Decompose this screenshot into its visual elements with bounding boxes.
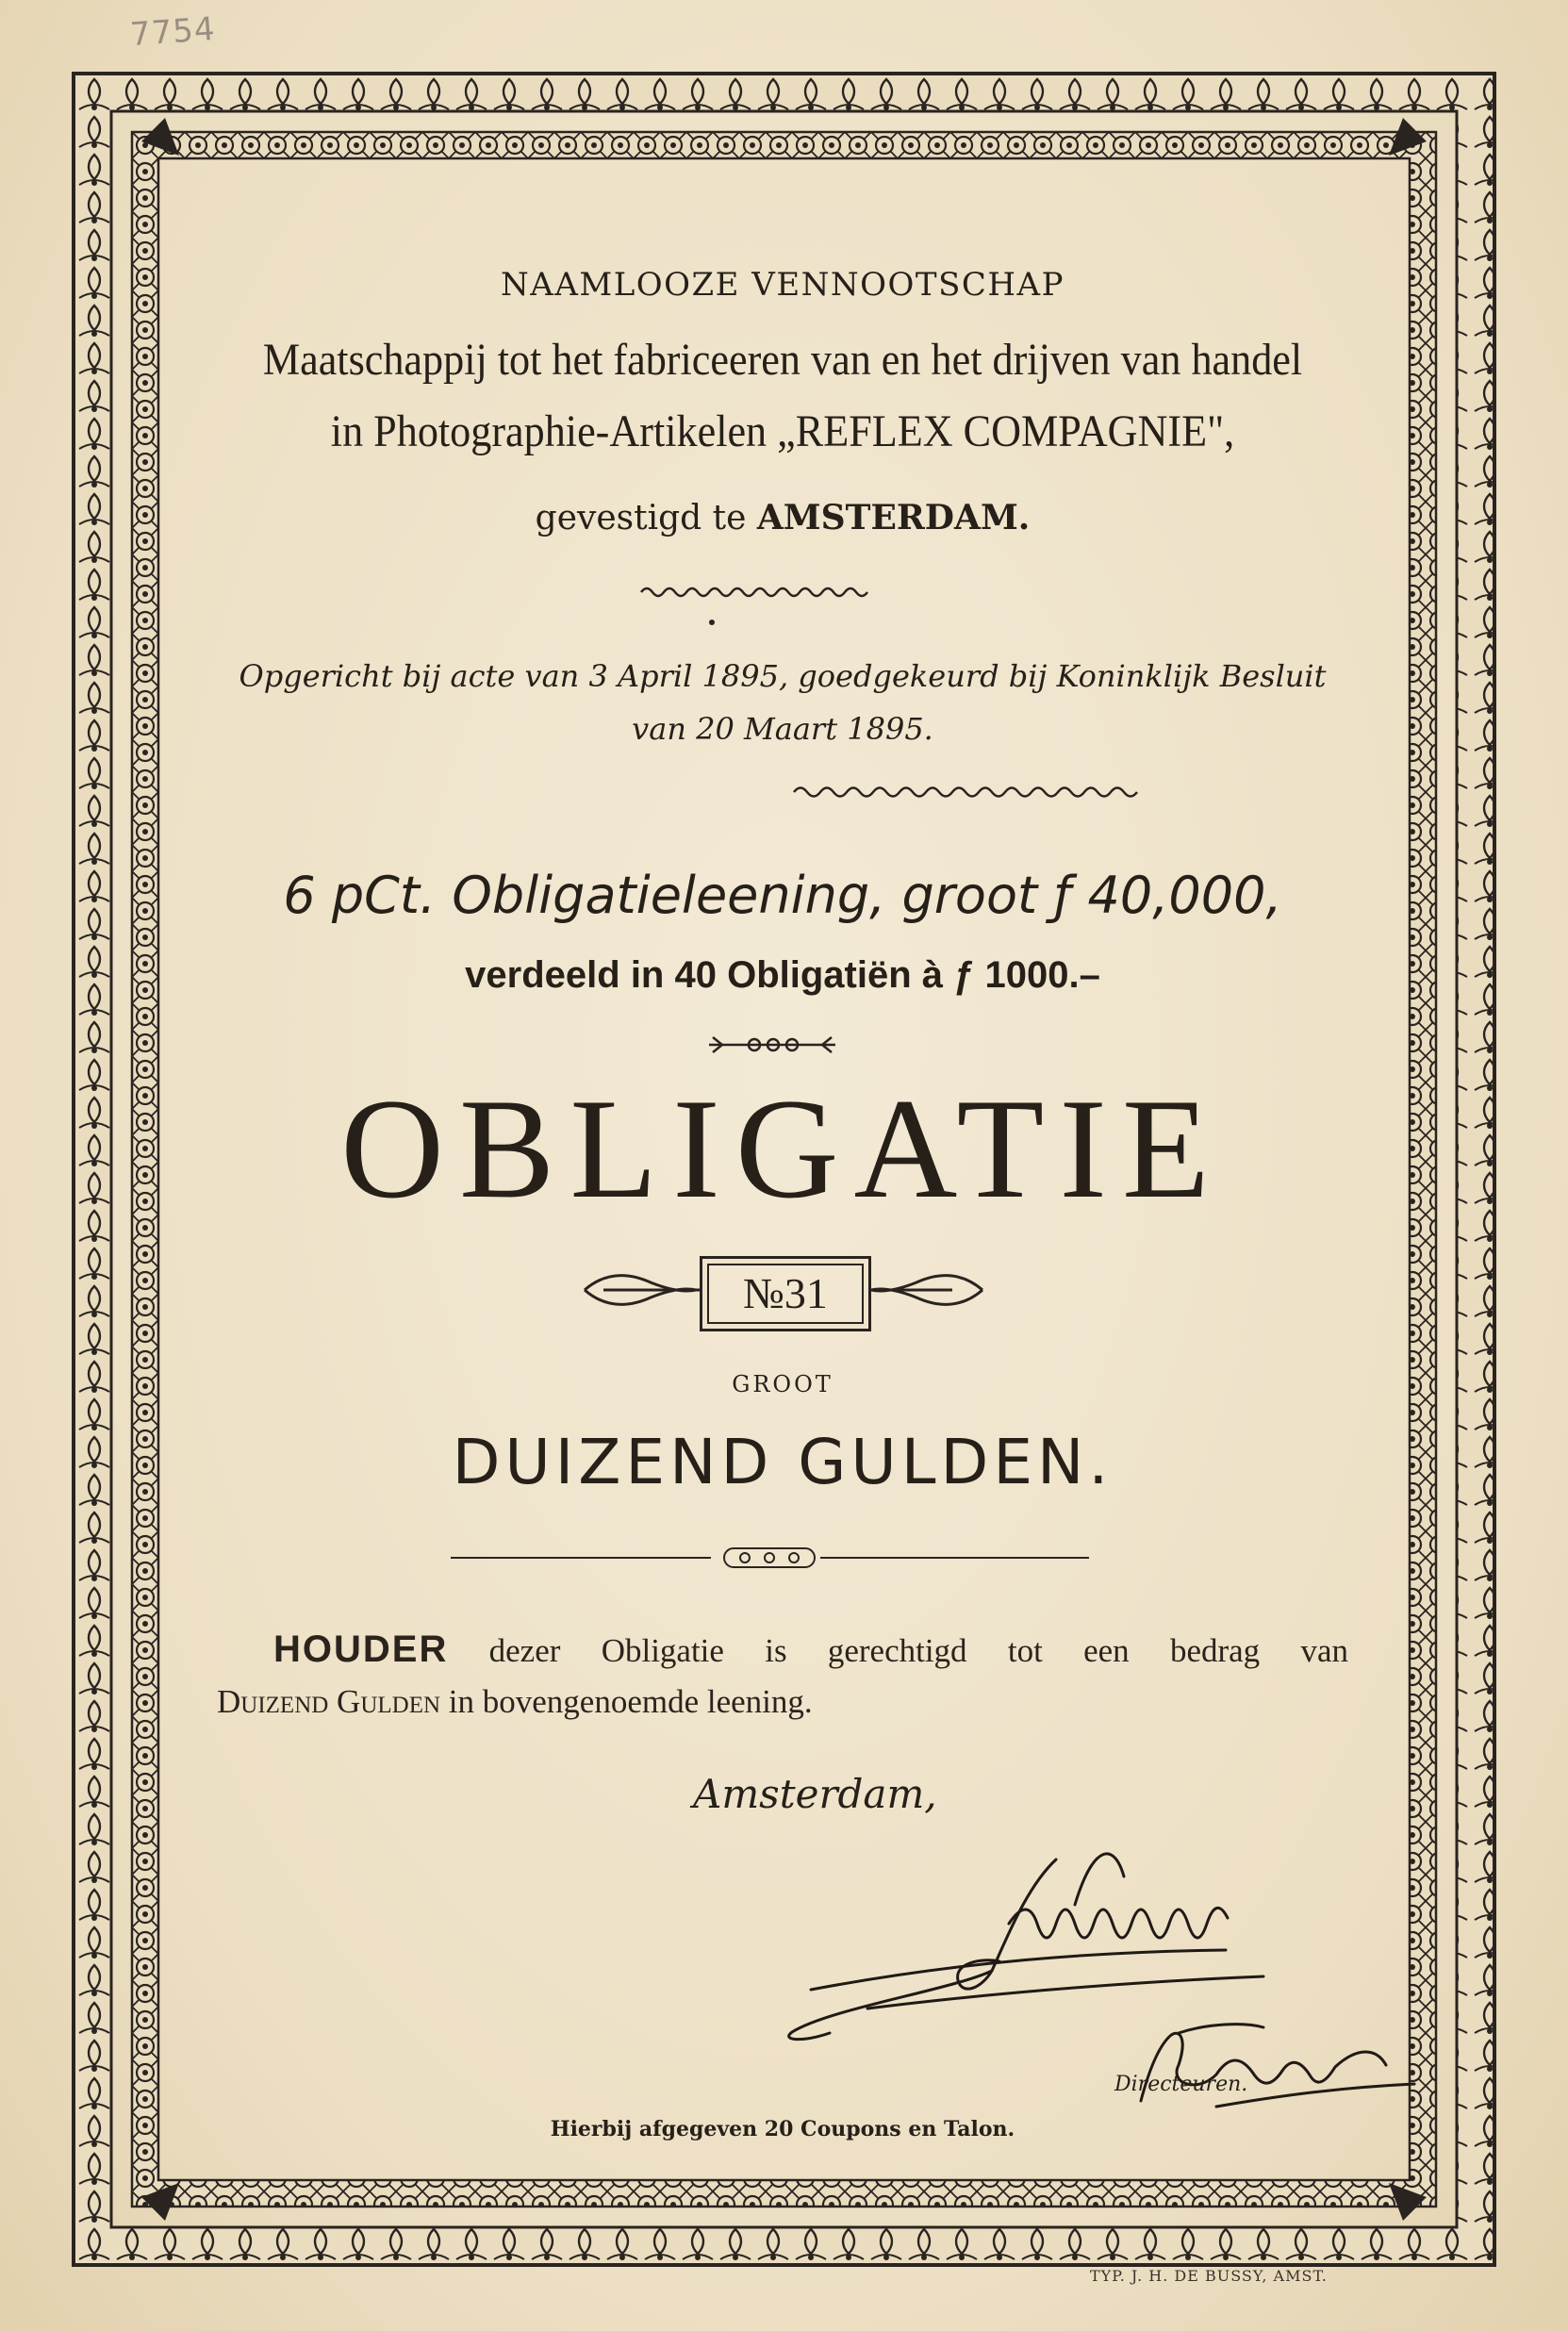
director-signatures <box>773 1848 1433 2159</box>
place-of-issue: Amsterdam, <box>693 1771 937 1817</box>
holder-text-line1: dezer Obligatie is gerechtigd tot een bedrag van <box>488 1632 1348 1669</box>
company-name-line2: in Photographie-Artikelen „REFLEX COMPAGNIE", <box>330 406 1235 456</box>
establishment-line1: Opgericht bij acte van 3 April 1895, goedgekeurd bij Koninklijk Besluit <box>239 658 1327 694</box>
certificate-number: №31 <box>700 1256 871 1331</box>
holder-line2 <box>217 1677 1348 1728</box>
printer-imprint: TYP. J. H. DE BUSSY, AMST. <box>1090 2267 1328 2285</box>
holder-text-line2: in bovengenoemde leening. <box>448 1683 813 1720</box>
location-prefix: gevestigd te <box>535 499 747 537</box>
loan-title: 6 pCt. Obligatieleening, groot ƒ 40,000, <box>283 866 1282 925</box>
holder-amount: Duizend Gulden <box>217 1683 441 1720</box>
company-type: NAAMLOOZE VENNOOTSCHAP <box>501 266 1065 304</box>
document-title: OBLIGATIE <box>340 1069 1225 1228</box>
company-name-line1: Maatschappij tot het fabriceeren van en het drijven van handel <box>262 335 1303 385</box>
handwritten-reference: 7754 <box>128 9 217 55</box>
amount-words: DUIZEND GULDEN. <box>452 1426 1114 1498</box>
establishment-line2: van 20 Maart 1895. <box>632 711 933 747</box>
loan-division: verdeeld in 40 Obligatiën à ƒ 1000.– <box>465 954 1100 996</box>
coupons-note: Hierbij afgegeven 20 Coupons en Talon. <box>550 2117 1015 2141</box>
company-location <box>170 498 1395 537</box>
holder-keyword: HOUDER <box>273 1628 449 1670</box>
groot-label: GROOT <box>732 1371 834 1397</box>
holder-paragraph <box>217 1624 1348 1728</box>
location-city: AMSTERDAM. <box>756 498 1031 537</box>
directors-label: Directeuren. <box>1114 2073 1248 2096</box>
holder-line1 <box>273 1624 1348 1677</box>
